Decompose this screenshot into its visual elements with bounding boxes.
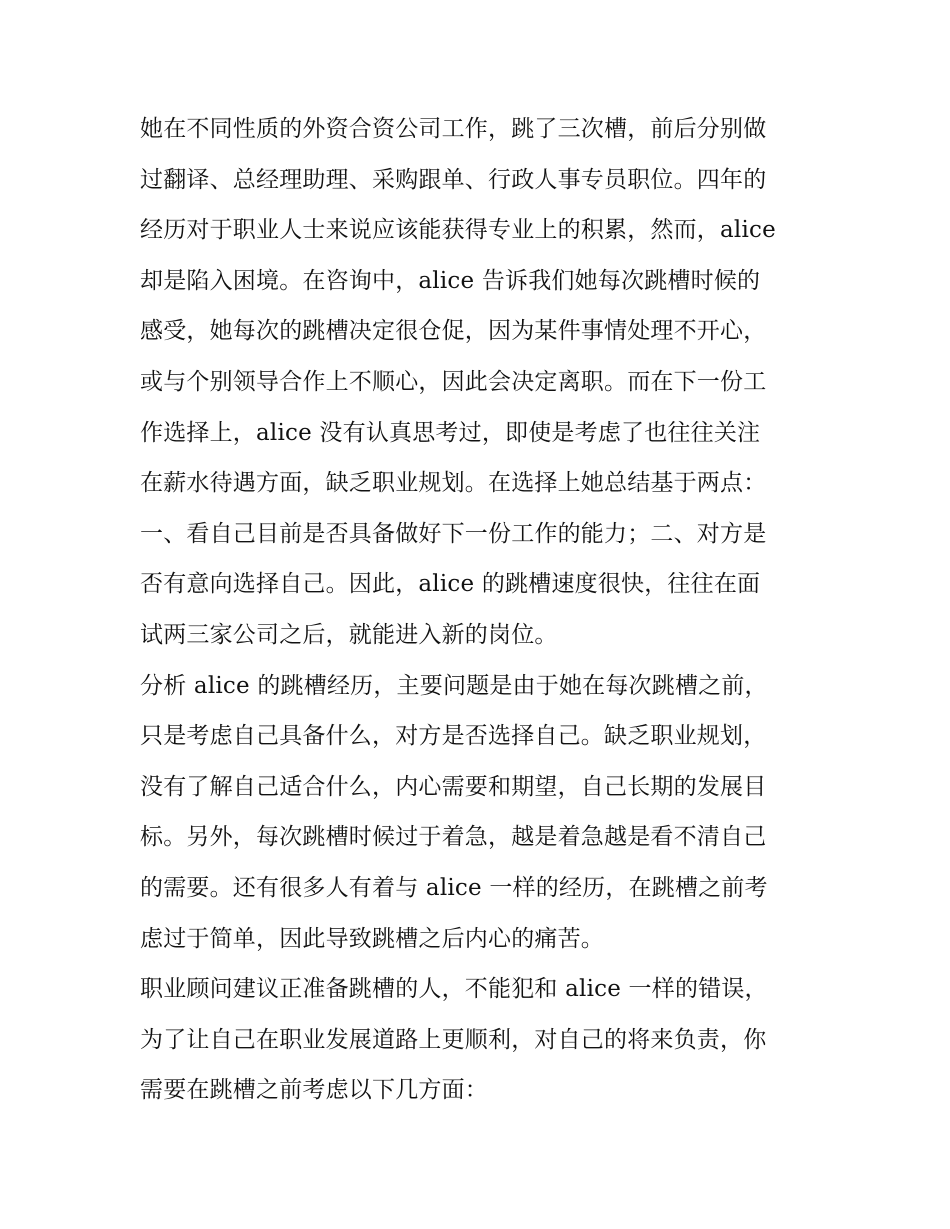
text-line: 职业顾问建议正准备跳槽的人，不能犯和 alice 一样的错误， <box>140 976 768 1003</box>
text-line: 标。另外，每次跳槽时候过于着急，越是着急越是看不清自己 <box>140 824 767 851</box>
text-line: 没有了解自己适合什么，内心需要和期望，自己长期的发展目 <box>140 773 767 800</box>
text-line: 为了让自己在职业发展道路上更顺利，对自己的将来负责，你 <box>140 1026 767 1053</box>
text-line: 需要在跳槽之前考虑以下几方面： <box>140 1077 488 1104</box>
text-line: 分析 alice 的跳槽经历，主要问题是由于她在每次跳槽之前， <box>140 672 768 699</box>
text-line: 或与个别领导合作上不顺心，因此会决定离职。而在下一份工 <box>140 368 767 395</box>
text-line: 否有意向选择自己。因此，alice 的跳槽速度很快，往往在面 <box>140 571 761 598</box>
document-body <box>140 104 812 1116</box>
text-line: 经历对于职业人士来说应该能获得专业上的积累，然而，alice <box>140 217 776 244</box>
text-line: 作选择上，alice 没有认真思考过，即使是考虑了也往往关注 <box>140 419 761 446</box>
text-line: 感受，她每次的跳槽决定很仓促，因为某件事情处理不开心， <box>140 318 767 345</box>
text-line: 却是陷入困境。在咨询中，alice 告诉我们她每次跳槽时候的 <box>140 267 761 294</box>
text-line: 的需要。还有很多人有着与 alice 一样的经历，在跳槽之前考 <box>140 874 768 901</box>
text-line: 一、看自己目前是否具备做好下一份工作的能力；二、对方是 <box>140 520 767 547</box>
text-line: 过翻译、总经理助理、采购跟单、行政人事专员职位。四年的 <box>140 166 767 193</box>
text-line: 在薪水待遇方面，缺乏职业规划。在选择上她总结基于两点： <box>140 470 767 497</box>
text-line: 只是考虑自己具备什么，对方是否选择自己。缺乏职业规划， <box>140 723 767 750</box>
text-line: 她在不同性质的外资合资公司工作，跳了三次槽，前后分别做 <box>140 116 767 142</box>
text-line: 试两三家公司之后，就能进入新的岗位。 <box>140 621 558 648</box>
text-line: 虑过于简单，因此导致跳槽之后内心的痛苦。 <box>140 925 604 952</box>
